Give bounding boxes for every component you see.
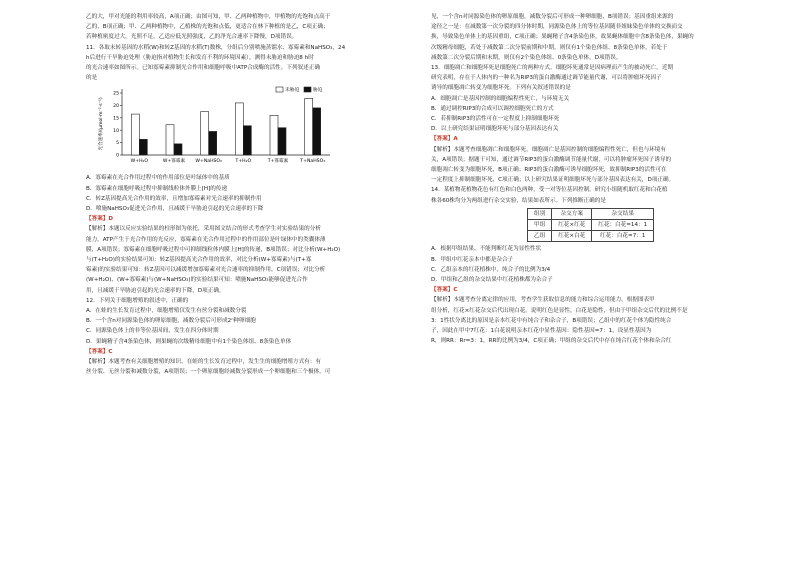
y-tick-label: 10 [113, 129, 119, 135]
r-intro-2: 途径之一是：在减数第一次分裂的四分体时期，同源染色体上的等位基因随非姐妹染色单体的交换而交 [431, 24, 683, 31]
table-header: 组别 [528, 208, 552, 219]
table-cell: 红花×红花 [552, 220, 592, 231]
q11-answer: 【答案】D [86, 216, 114, 223]
x-tick-label: W+H₂O [130, 159, 148, 165]
q14-stem-1: 14．某植物花植物花色有红色和白色两种，受一对等位基因控制。研究小组随机取红花和白花植 [431, 187, 668, 194]
q13-stem-3: 诱导的细胞凋亡转变为细胞坏死。下列有关叙述错误的是 [431, 85, 571, 92]
q13-option-d: D．以上研究结果证明细胞坏死与部分基因表达有关 [431, 126, 559, 133]
table-cell: 甲组 [528, 220, 552, 231]
table-cell: 红花：白花=14：1 [592, 220, 654, 231]
bar-unstressed [131, 115, 139, 156]
q14-option-c: C．乙组亲本的红花植株中，纯合子的比例为3/4 [431, 266, 551, 273]
q11-stem-4: 的是 [86, 75, 98, 82]
table-header: 杂交方案 [552, 208, 592, 219]
q12-stem: 12．下列关于细胞增殖的叙述中，正确的 [86, 297, 189, 304]
q11-exp-2: 能力。ATP产生于光合作用的光反应，寡霉素在光合作用过程中的作用部位是叶绿体中的类囊体薄 [86, 236, 326, 243]
bar-stressed [243, 126, 251, 155]
para-intro-1: 乙的大，甲对光能的利用率较高，A项正确；由图可知，甲、乙两种植物中，甲植物的光饱和点高于 [86, 14, 331, 20]
q12-option-a: A．在蛙的生长发育过程中，细胞增殖仅发生有丝分裂和减数分裂 [86, 308, 247, 315]
r-intro-3: 换，导致染色单体上的基因重组，C项正确；果蝇精子含4条染色体，故果蝇体细胞中含8条染色体，果蝇的 [431, 34, 694, 41]
left-column [86, 12, 386, 377]
q14-exp-2: 组分析，红花×红花杂交后代出现白花，说明红色是显性，白花是隐性，但由于甲组杂交后代的比例不是 [431, 307, 688, 314]
q14-option-a: A．根据甲组结果，不能判断红花为显性性状 [431, 246, 542, 253]
bar-unstressed [305, 99, 313, 156]
table-row [528, 231, 654, 242]
bar-unstressed [166, 125, 174, 155]
q14-option-b: B．甲组中红花亲本中都是杂合子 [431, 256, 514, 263]
q14-exp-1: 【解析】本题考查分离定律的应用，考查学生获取信息的能力和综合运用能力。根据图表甲 [431, 297, 655, 304]
para-intro-3: 若种植密度过大，光照不足，乙适应低光照强度，乙的净光合速率下降慢，D项错误。 [86, 34, 298, 41]
q12-option-c: C．同源染色体上的非等位基因间，发生在四分体时期 [86, 328, 219, 335]
q12-option-d: D．果蝇精子含4条染色体，则果蝇的次级精母细胞中有1个染色体组、8条染色单体 [86, 338, 292, 345]
q12-option-b: B．一个含n对同源染色体的卵原细胞，减数分裂后可形成2ⁿ种卵细胞 [86, 318, 256, 325]
q11-exp-4: 与(T+H₂O)的实验结果可知：转Z基因提高光合作用的效率，对比分析(W+寡霉素)与(T+寡 [86, 257, 312, 264]
q14-answer: 【答案】C [431, 287, 458, 294]
table-cell: 红花×白花 [552, 231, 592, 242]
q13-stem-1: 13．细胞凋亡和细胞坏死是细胞死亡的两种方式。细胞坏死通常是因病理而产生的被动死亡。近期 [431, 65, 674, 72]
q11-option-a: A．寡霉素在光合作用过程中的作用部位是叶绿体中的基质 [86, 175, 230, 182]
q13-option-b: B．通过调控RIP3的合成可以调控细胞死亡的方式 [431, 105, 554, 112]
r-intro-1: 见，一个含n对同源染色体的卵原细胞，减数分裂后可形成一种卵细胞，B项错误；基因重组来源的 [431, 14, 674, 20]
q14-exp-4: 子，因此在甲中7红花：1白花说明亲本红花中显性基因：隐性基因=7：1，设显性基因为 [431, 328, 652, 335]
y-tick-label: 5 [116, 141, 119, 147]
q11-stem-2: h后进行干旱胁迫处理（胁迫指对植物生长和发育不利的环境因素），测得未胁迫和胁迫8 h时 [86, 54, 314, 61]
q13-exp-1: 【解析】本题考查细胞凋亡和细胞坏死。细胞凋亡是基因控制的细胞编程性死亡，但也与环境有 [431, 146, 666, 153]
right-column [431, 12, 731, 347]
bar-unstressed [235, 103, 243, 155]
bar-stressed [139, 140, 147, 156]
legend-label: 胁迫 [313, 88, 323, 94]
table-cell: 红花：白花=7：1 [592, 231, 654, 242]
q12-exp-1: 【解析】本题考查有关细胞增殖的知识。在蛙的生长发育过程中，发生生的细胞增殖方式有：有 [86, 359, 321, 366]
q11-exp-5: 霉素)的实验结果可知：转Z基因可以减缓增加寡霉素对光合速率的抑制作用，C项错误；对比分析 [86, 267, 326, 274]
y-tick-label: 25 [113, 92, 119, 98]
bar-stressed [313, 108, 321, 155]
q11-exp-7: 用，且减缓干旱胁迫引起的光合速率的下降，D项正确。 [86, 287, 225, 294]
table-header-row [528, 208, 654, 219]
q11-option-b: B．寡霉素在细胞呼吸过程中抑制线粒体外膜上[H]的传递 [86, 185, 228, 192]
q12-exp-2: 丝分裂、无丝分裂和减数分裂，A项错误；一个卵原细胞经减数分裂形成一个卵细胞和三个极体，可 [86, 369, 331, 376]
y-tick-label: 15 [113, 116, 119, 122]
table-header: 杂交结果 [592, 208, 654, 219]
bar-stressed [209, 132, 217, 156]
legend-label: 未胁迫 [285, 88, 300, 94]
q11-exp-3: 膜，A项错误；寡霉素在细胞呼吸过程中可抑制线粒体内膜上[H]的传递，B项错误；对比分析(W+H₂O) [86, 246, 341, 253]
q11-option-c: C．转Z基因提高光合作用的效率，且增加寡霉素对光合速率的抑制作用 [86, 195, 262, 202]
bar-stressed [174, 144, 182, 155]
q14-stem-2: 株各60株均分为两组进行杂交实验，结果如表所示。下列推断正确的是 [431, 197, 606, 204]
q13-stem-2: 研究表明，存在于人体内的一种名为RIP3的蛋白激酶通过调节能量代谢，可以将肿瘤坏死因子 [431, 75, 662, 82]
x-tick-label: T+寡霉素 [267, 159, 289, 165]
para-intro-2: 乙的，B项正确；甲、乙两种植物中，乙植株的光饱和点低，更适合在林下种植的是乙，C项正确； [86, 24, 329, 31]
y-tick-label: 0 [116, 154, 119, 160]
legend-swatch [304, 87, 311, 92]
cross-table [527, 208, 654, 243]
legend-swatch [276, 87, 283, 92]
bar-unstressed [201, 112, 209, 155]
q11-stem-1: 11．各取未转基因的水稻(W)和转Z基因的水稻(T)数株，分组后分别喷施蒸馏水、寡霉素和NaHSO₃，24 [86, 44, 346, 51]
y-tick-label: 20 [113, 104, 119, 110]
q11-exp-1: 【解析】本题以反应实验结果的柱形图为依托，采用图文结合的形式考查学生对实验结果的分析 [86, 226, 321, 233]
q13-answer: 【答案】A [431, 136, 458, 143]
r-intro-4: 次级精母细胞，若处于减数第二次分裂前期和中期，则仅有1个染色体组、8条染色单体，若处于 [431, 44, 668, 51]
q11-option-d: D．喷施NaHSO₃促进光合作用，且减缓干旱胁迫引起的光合速率的下降 [86, 206, 264, 213]
bar-stressed [278, 128, 286, 155]
x-tick-label: W+NaHSO₃ [195, 159, 222, 165]
q11-exp-6: (W+H₂O)、(W+寡霉素)与(W+NaHSO₃)的实验结果可知：喷施NaHSO₃能够促进光合作 [86, 277, 308, 284]
q13-exp-4: 一定程度上抑制细胞坏死，C项正确；以上研究结果证明细胞坏死与部分基因表达有关，D项正确。 [431, 177, 675, 184]
x-tick-label: T+NaHSO₃ [300, 159, 326, 165]
q13-option-c: C．若抑制RIP3的活性可在一定程度上抑制细胞坏死 [431, 116, 560, 123]
bar-unstressed [270, 116, 278, 156]
q14-exp-5: R，则RR：Rr=3：1，RR的比例为3/4，C项正确；甲组的杂交后代中存在纯合红花个体和杂合红 [431, 338, 672, 345]
q14-exp-3: 3：1性状分离比的原因是亲本红花中有纯合子和杂合子，B项错误；乙组中的红花个体为隐性纯合 [431, 317, 672, 324]
q14-option-d: D．甲组和乙组的杂交结果中红花植株都为杂合子 [431, 277, 553, 284]
x-tick-label: W+寡霉素 [162, 159, 186, 165]
q13-exp-3: 细胞凋亡转变为细胞坏死，B项正确；RIP3的蛋白激酶可诱导细胞坏死，故抑制RIP3的活性可在 [431, 167, 667, 174]
r-intro-5: 减数第二次分裂后期和末期，则仅有2个染色体组、0条染色单体，D项错误。 [431, 54, 622, 61]
q12-answer: 【答案】C [86, 348, 113, 355]
x-tick-label: T+H₂O [235, 159, 252, 165]
q13-exp-2: 关，A项错误；据题干可知，通过调节RIP3的蛋白激酶调节能量代谢，可以将肿瘤坏死因子诱导的 [431, 156, 672, 163]
q11-chart [96, 85, 386, 171]
y-axis-label: 光合速率/(μmol·m⁻²·s⁻¹) [99, 97, 104, 152]
table-row [528, 220, 654, 231]
q13-option-a: A．细胞凋亡是基因控制的细胞编程性死亡，与环境无关 [431, 95, 570, 102]
bar-chart [96, 85, 336, 171]
q11-stem-3: 的光合速率如图所示。已知寡霉素抑制光合作用和细胞呼吸中ATP合成酶的活性。下列叙述正确 [86, 65, 320, 72]
table-cell: 乙组 [528, 231, 552, 242]
